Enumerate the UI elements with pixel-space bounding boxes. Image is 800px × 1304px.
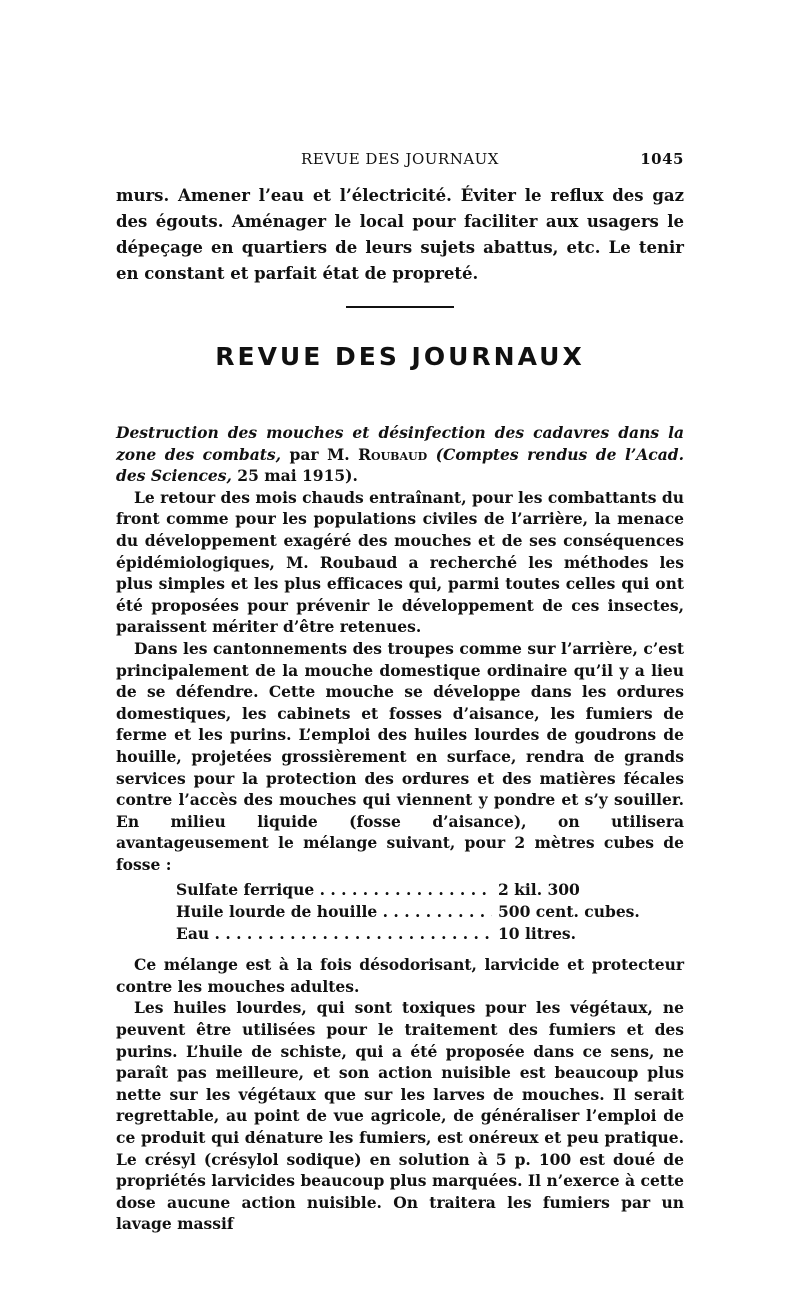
article [116, 422, 684, 1235]
recipe-table [176, 879, 640, 944]
recipe-ingredient: Huile lourde de houille . . . [176, 901, 492, 923]
article-paragraph: Les huiles lourdes, qui sont toxiques pour les végétaux, ne peuvent être utilisées pour le traitement des fumiers et des purins. L’huile de schiste, qui a été proposée dans ce sens, ne paraît pas meilleure, et son action nuisible est beaucoup plus nette sur les végétaux que sur les larves de mouches. Il serait regrettable, au point de vue agricole, de généraliser l’emploi de ce produit qui dénature les fumiers, est onéreux et peu pratique. Le crésyl (crésylol sodique) en solution à 5 p. 100 est doué de propriétés larvicides beaucoup plus marquées. Il n’exerce à cette dose aucune action nuisible. On traitera les fumiers par un lavage massif [116, 998, 684, 1234]
article-paragraph: Ce mélange est à la fois désodorisant, larvicide et protecteur contre les mouches adultes. [116, 955, 684, 996]
page-number: 1045 [640, 150, 684, 168]
recipe-ingredient: Sulfate ferrique . . . [176, 879, 492, 901]
intro-paragraph: murs. Amener l’eau et l’électricité. Éviter le reflux des gaz des égouts. Aménager le local pour faciliter aux usagers le dépeçage en quartiers de leurs sujets abattus, etc. Le tenir en constant et parfait état de propreté. [116, 186, 684, 283]
article-source: (Comptes rendus de l’Acad. des Sciences, [116, 444, 684, 486]
article-by: par M. [281, 444, 359, 464]
article-author: Roubaud [358, 444, 428, 464]
running-head [116, 150, 684, 170]
article-paragraph: Dans les cantonnements des troupes comme sur l’arrière, c’est principalement de la mouche domestique ordinaire qu’il y a lieu de se défendre. Cette mouche se développe dans les ordures domestiques, les cabinets et fosses d’aisance, les fumiers de ferme et les purins. L’emploi des huiles lourdes de goudrons de houille, projetées grossièrement en surface, rendra de grands services pour la protection des ordures et des matières fécales contre l’accès des mouches qui viennent y pondre et s’y souiller. En milieu liquide (fosse d’aisance), on utilisera avantageusement le mélange suivant, pour 2 mètres cubes de fosse : [116, 638, 684, 874]
recipe-row [176, 923, 628, 945]
article-title: Destruction des mouches et désinfection des cadavres dans la zone des combats, [116, 423, 684, 464]
article-heading [116, 422, 684, 487]
running-head-title: REVUE DES JOURNAUX [301, 150, 499, 168]
section-divider [346, 306, 454, 308]
recipe-row [176, 879, 628, 901]
recipe-ingredient: Eau . . . [176, 923, 492, 945]
intro-paragraph-block [116, 183, 684, 287]
article-date: 25 mai 1915). [231, 466, 358, 486]
recipe-quantity: 2 kil. 300 [498, 880, 580, 900]
recipe-quantity: 10 litres. [498, 923, 577, 943]
recipe-row [176, 901, 640, 923]
recipe-quantity: 500 cent. cubes. [498, 902, 640, 922]
section-title: REVUE DES JOURNAUX [215, 342, 585, 371]
article-paragraph: Le retour des mois chauds entraînant, pour les combattants du front comme pour les populations civiles de l’arrière, la menace du développement exagéré des mouches et de ses conséquences épidémiologiques, M. Roubaud a recherché les méthodes les plus simples et les plus efficaces qui, parmi toutes celles qui ont été proposées pour prévenir le développement de ces insectes, paraissent mériter d’être retenues. [116, 487, 684, 637]
